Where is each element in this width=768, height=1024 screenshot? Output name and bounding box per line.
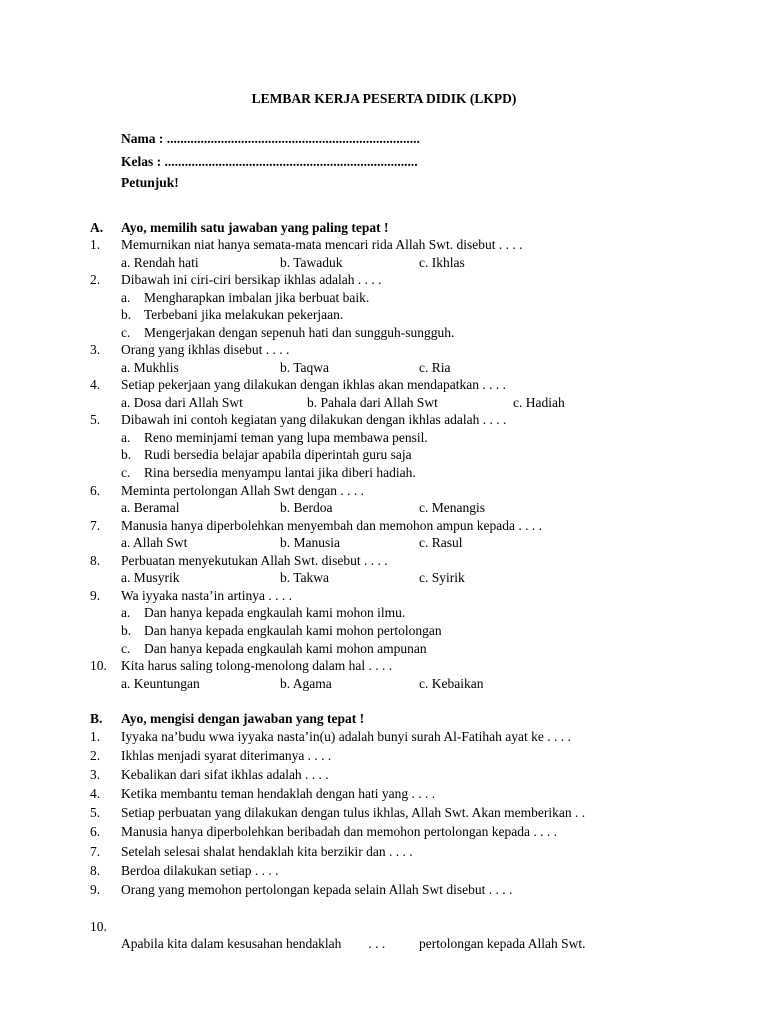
option-b: b. Takwa <box>280 570 330 585</box>
option-a: a. Beramal <box>121 500 180 515</box>
option-letter: a. <box>121 290 131 305</box>
option-b: b. Manusia <box>280 535 340 550</box>
question-number: 10. <box>90 658 107 673</box>
question-text: Setiap pekerjaan yang dilakukan dengan ikhlas akan mendapatkan . . . . <box>121 377 506 392</box>
option-text: Mengharapkan imbalan jika berbuat baik. <box>144 290 370 305</box>
option-text: Dan hanya kepada engkaulah kami mohon ilmu. <box>144 605 406 620</box>
question-number: 2. <box>90 272 101 287</box>
nama-field: Nama : ........................................................................... <box>121 131 420 146</box>
kelas-field: Kelas : ........................................................................... <box>121 154 418 169</box>
option-c: c. Hadiah <box>513 395 565 410</box>
option-letter: b. <box>121 447 132 462</box>
option-b: b. Agama <box>280 676 332 691</box>
option-a: a. Mukhlis <box>121 360 179 375</box>
section-a-letter: A. <box>90 220 104 235</box>
question-text: Orang yang ikhlas disebut . . . . <box>121 342 290 357</box>
question-text: Meminta pertolongan Allah Swt dengan . . . . <box>121 483 364 498</box>
question-number: 2. <box>90 748 101 763</box>
page-title: LEMBAR KERJA PESERTA DIDIK (LKPD) <box>251 91 517 106</box>
question-text: Dibawah ini contoh kegiatan yang dilakukan dengan ikhlas adalah . . . . <box>121 412 507 427</box>
option-b: b. Tawaduk <box>280 255 343 270</box>
option-text: Reno meminjami teman yang lupa membawa pensil. <box>144 430 428 445</box>
question-text: Kebalikan dari sifat ikhlas adalah . . . . <box>121 767 329 782</box>
question-text: Apabila kita dalam kesusahan hendaklah . . . pertolongan kepada Allah Swt. <box>121 936 586 951</box>
option-c: c. Kebaikan <box>419 676 484 691</box>
option-text: Mengerjakan dengan sepenuh hati dan sungguh-sungguh. <box>144 325 455 340</box>
question-number: 9. <box>90 882 101 897</box>
option-c: c. Rasul <box>419 535 463 550</box>
question-text: Iyyaka na’budu wwa iyyaka nasta’in(u) adalah bunyi surah Al-Fatihah ayat ke . . . . <box>121 729 571 744</box>
option-letter: b. <box>121 623 132 638</box>
option-c: c. Ikhlas <box>419 255 465 270</box>
question-number: 10. <box>90 919 107 934</box>
question-text: Ikhlas menjadi syarat diterimanya . . . . <box>121 748 332 763</box>
section-b-title: Ayo, mengisi dengan jawaban yang tepat ! <box>121 711 365 726</box>
question-number: 4. <box>90 377 101 392</box>
option-a: a. Keuntungan <box>121 676 200 691</box>
option-text: Rudi bersedia belajar apabila diperintah guru saja <box>144 447 412 462</box>
question-number: 8. <box>90 863 101 878</box>
question-number: 5. <box>90 805 101 820</box>
option-a: a. Allah Swt <box>121 535 188 550</box>
option-letter: c. <box>121 325 131 340</box>
option-b: b. Pahala dari Allah Swt <box>307 395 438 410</box>
option-b: b. Berdoa <box>280 500 333 515</box>
question-number: 6. <box>90 483 101 498</box>
question-number: 7. <box>90 518 101 533</box>
option-a: a. Rendah hati <box>121 255 199 270</box>
question-text: Ketika membantu teman hendaklah dengan hati yang . . . . <box>121 786 436 801</box>
question-number: 9. <box>90 588 101 603</box>
question-number: 1. <box>90 729 101 744</box>
section-b-letter: B. <box>90 711 103 726</box>
option-letter: a. <box>121 605 131 620</box>
question-text: Manusia hanya diperbolehkan menyembah dan memohon ampun kepada . . . . <box>121 518 543 533</box>
option-a: a. Musyrik <box>121 570 180 585</box>
option-text: Dan hanya kepada engkaulah kami mohon pertolongan <box>144 623 442 638</box>
petunjuk-label: Petunjuk! <box>121 175 179 190</box>
question-number: 3. <box>90 342 101 357</box>
question-text: Berdoa dilakukan setiap . . . . <box>121 863 279 878</box>
option-b: b. Taqwa <box>280 360 330 375</box>
question-number: 1. <box>90 237 101 252</box>
question-text: Memurnikan niat hanya semata-mata mencari rida Allah Swt. disebut . . . . <box>121 237 523 252</box>
question-text: Kita harus saling tolong-menolong dalam hal . . . . <box>121 658 393 673</box>
question-number: 5. <box>90 412 101 427</box>
option-text: Terbebani jika melakukan pekerjaan. <box>144 307 344 322</box>
question-number: 7. <box>90 844 101 859</box>
question-text: Setelah selesai shalat hendaklah kita berzikir dan . . . . <box>121 844 413 859</box>
option-c: c. Syirik <box>419 570 465 585</box>
question-b10 <box>0 901 768 969</box>
option-letter: b. <box>121 307 132 322</box>
question-text: Orang yang memohon pertolongan kepada selain Allah Swt disebut . . . . <box>121 882 513 897</box>
question-number: 3. <box>90 767 101 782</box>
option-c: c. Menangis <box>419 500 485 515</box>
section-a-title: Ayo, memilih satu jawaban yang paling tepat ! <box>121 220 389 235</box>
question-number: 6. <box>90 824 101 839</box>
question-text: Setiap perbuatan yang dilakukan dengan tulus ikhlas, Allah Swt. Akan memberikan . . <box>121 805 586 820</box>
option-c: c. Ria <box>419 360 451 375</box>
question-text: Dibawah ini ciri-ciri bersikap ikhlas adalah . . . . <box>121 272 382 287</box>
option-letter: c. <box>121 465 131 480</box>
question-number: 4. <box>90 786 101 801</box>
question-text: Perbuatan menyekutukan Allah Swt. disebut . . . . <box>121 553 388 568</box>
question-text: Wa iyyaka nasta’in artinya . . . . <box>121 588 292 603</box>
option-text: Dan hanya kepada engkaulah kami mohon ampunan <box>144 641 427 656</box>
option-text: Rina bersedia menyampu lantai jika diberi hadiah. <box>144 465 416 480</box>
option-a: a. Dosa dari Allah Swt <box>121 395 243 410</box>
option-letter: c. <box>121 641 131 656</box>
option-letter: a. <box>121 430 131 445</box>
question-number: 8. <box>90 553 101 568</box>
question-text: Manusia hanya diperbolehkan beribadah dan memohon pertolongan kepada . . . . <box>121 824 557 839</box>
